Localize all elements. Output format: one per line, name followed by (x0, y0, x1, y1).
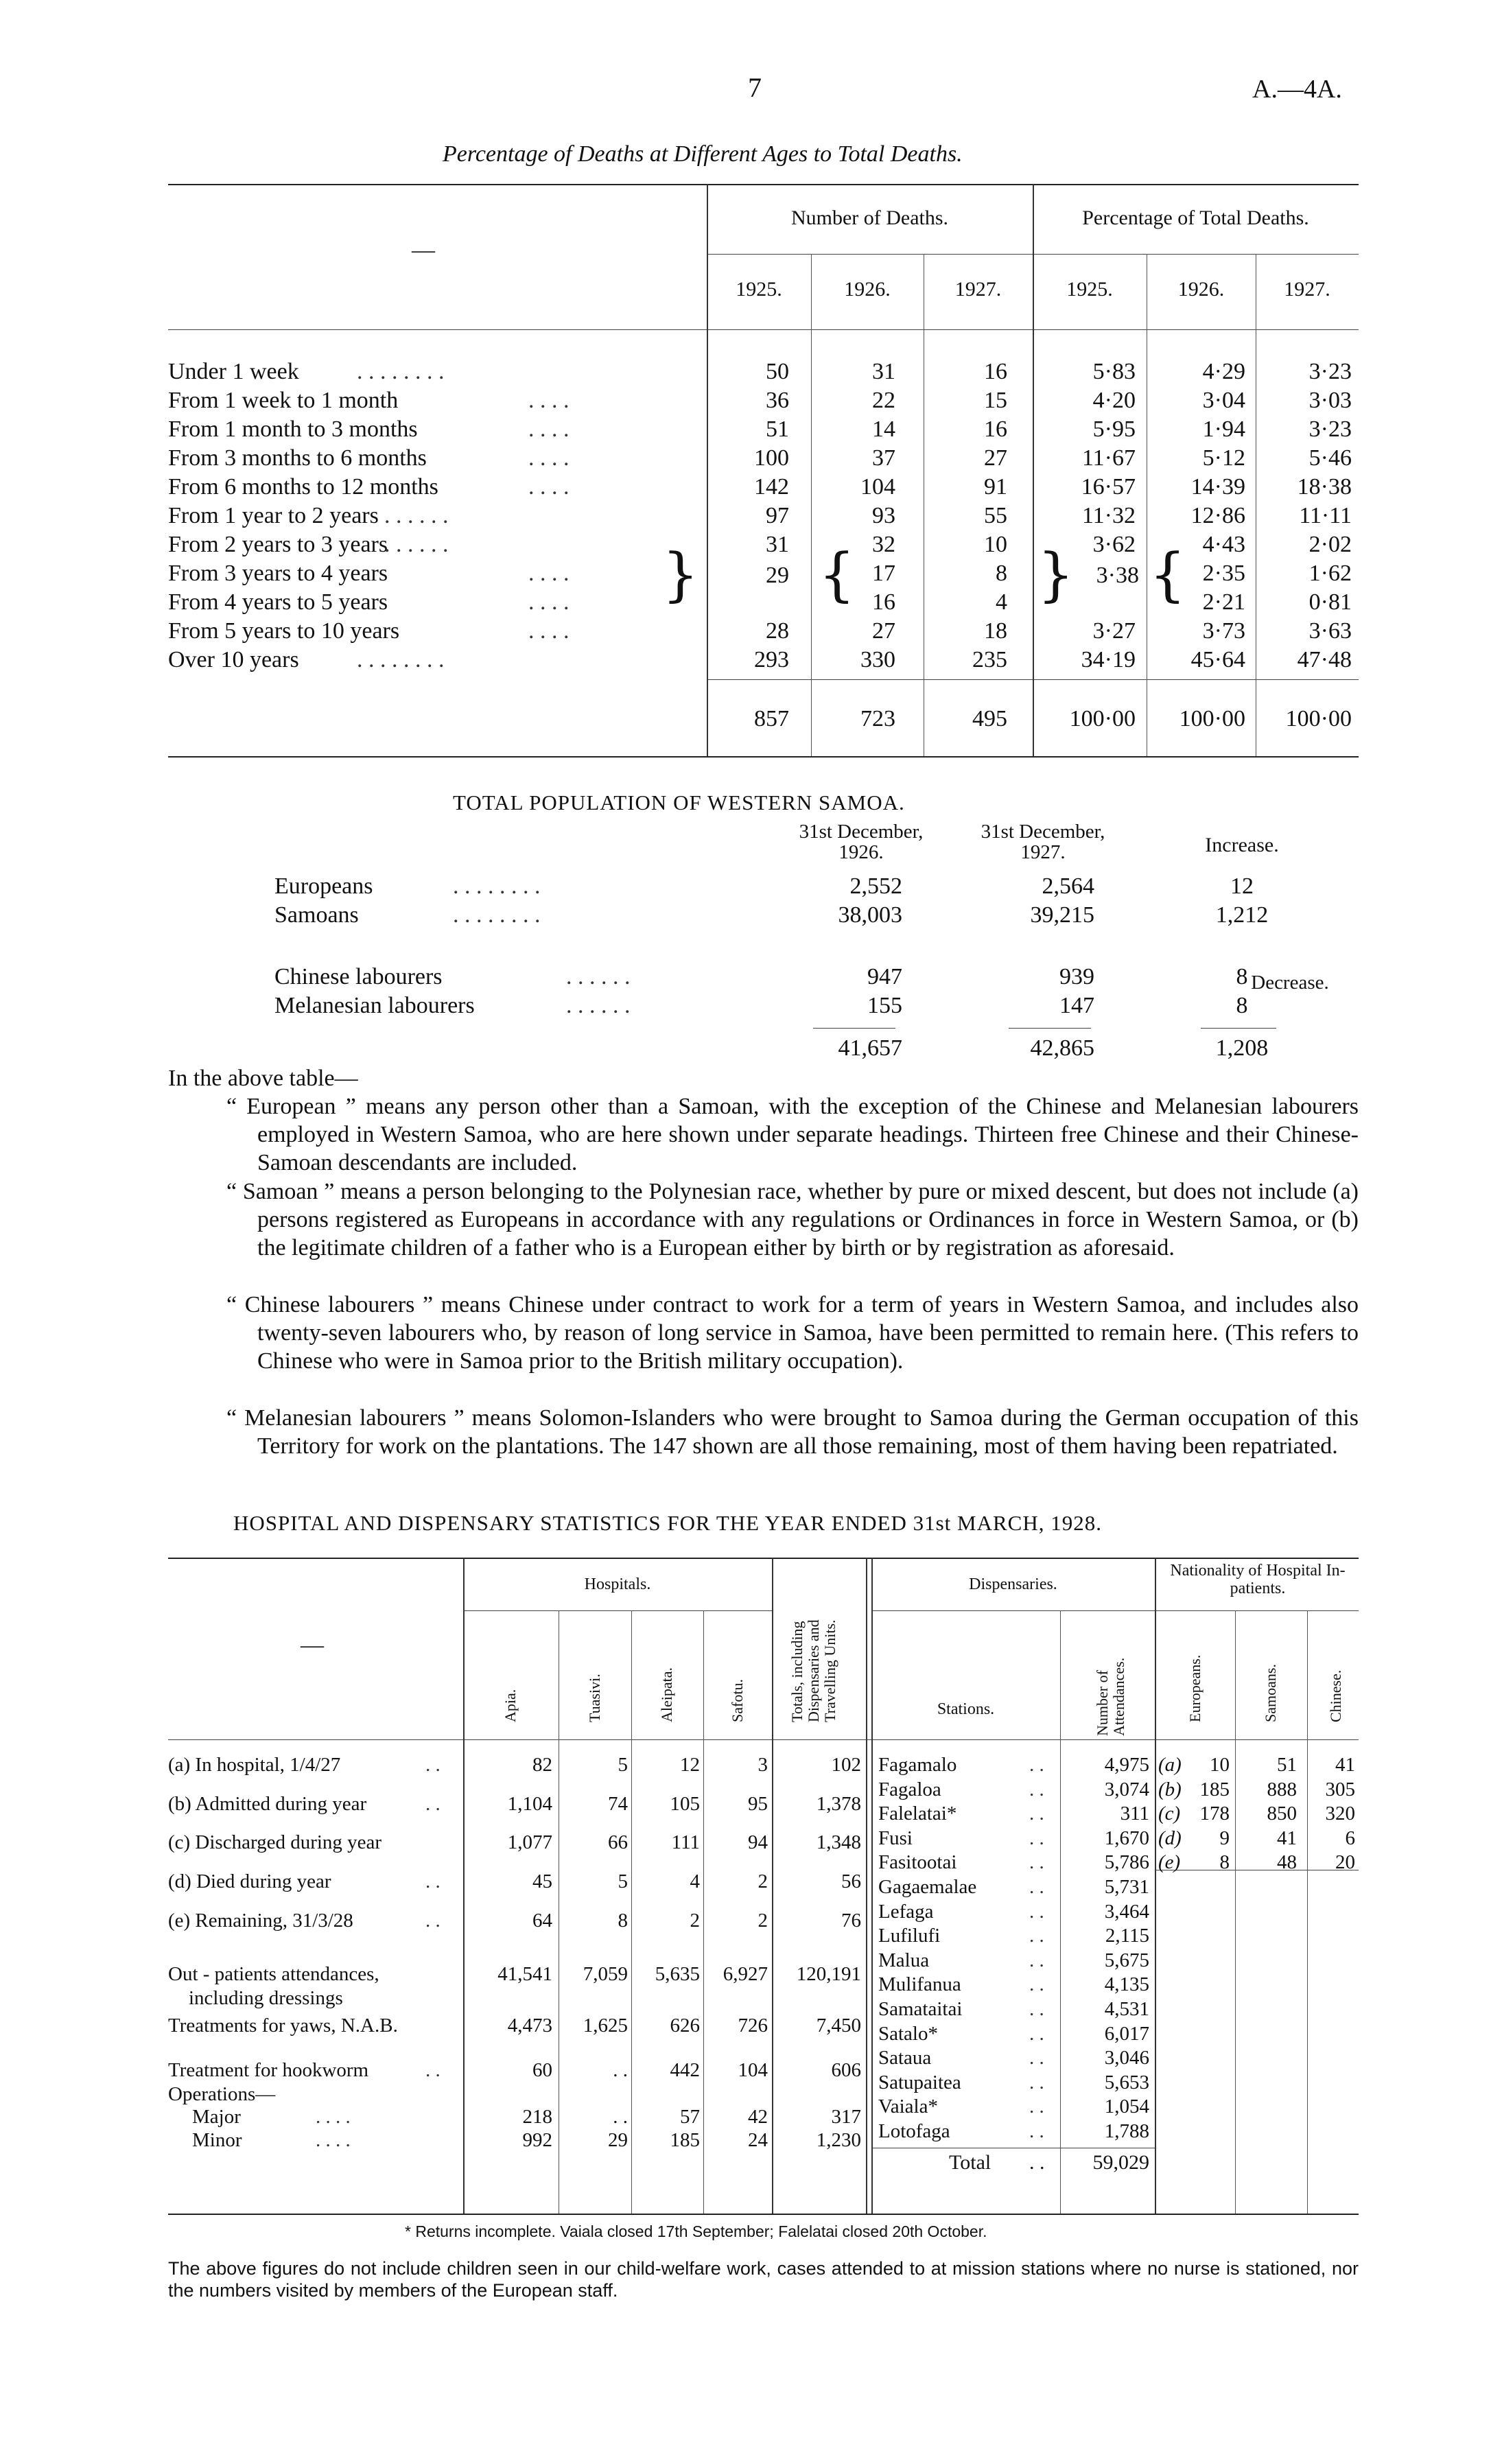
hospital-cell: 41,541 (497, 1963, 552, 1985)
station-attendances: 5,786 (1104, 1851, 1149, 1873)
hospital-row-label: including dressings (189, 1987, 343, 2009)
station-name: Fasitootai (878, 1851, 957, 1873)
cell-value: 3·27 (1092, 618, 1136, 644)
dot-leader: . . (1029, 1973, 1044, 1995)
dot-leader: . . . . (528, 561, 570, 586)
cell-value: 14 (872, 416, 895, 442)
col-apia: Apia. (502, 1689, 519, 1722)
dot-leader: . . (1029, 1998, 1044, 2020)
hospital-cell: 29 (608, 2129, 628, 2151)
hospital-cell: 1,378 (816, 1793, 861, 1815)
nationality-chinese: 305 (1325, 1779, 1355, 1800)
cell-value: 16 (984, 359, 1007, 384)
nationality-europeans: 10 (1210, 1754, 1230, 1776)
hospital-title: HOSPITAL AND DISPENSARY STATISTICS FOR THE YEAR ENDED 31st MARCH, 1928. (233, 1511, 1102, 1535)
col-samoans: Samoans. (1262, 1664, 1279, 1722)
cell-value: 45·64 (1190, 647, 1245, 672)
dot-leader: . . . . (316, 2106, 351, 2128)
station-attendances: 1,054 (1104, 2096, 1149, 2117)
population-total-increase: 1,208 (1215, 1035, 1269, 1061)
hospital-cell: 104 (738, 2059, 768, 2081)
col-tuasivi: Tuasivi. (586, 1674, 603, 1722)
age-group-label: Under 1 week (168, 359, 299, 384)
nationality-chinese: 20 (1335, 1851, 1355, 1873)
station-name: Mulifanua (878, 1973, 961, 1995)
station-name: Lefaga (878, 1901, 934, 1923)
age-group-label: From 6 months to 12 months (168, 474, 438, 500)
cell-value: 3·23 (1308, 359, 1352, 384)
cell-value: 16 (872, 589, 895, 615)
hospital-row-label: Treatments for yaws, N.A.B. (168, 2015, 398, 2037)
cell-value: 3·03 (1308, 388, 1352, 413)
cell-value: 22 (872, 388, 895, 413)
population-1927: 939 (1059, 964, 1094, 989)
station-attendances: 1,670 (1104, 1827, 1149, 1849)
population-label: Europeans (274, 873, 373, 899)
dot-leader: . . (1029, 1754, 1044, 1776)
year-header: 1927. (1284, 278, 1330, 301)
col-number-attendances: Number of Attendances. (1094, 1657, 1127, 1736)
year-header: 1926. (844, 278, 891, 301)
merged-1925-percentage: 3·38 (1096, 563, 1139, 588)
cell-value: 37 (872, 445, 895, 471)
total-pct-1926: 100·00 (1179, 706, 1245, 731)
hospital-cell: 45 (532, 1870, 552, 1892)
hospital-cell: 24 (748, 2129, 768, 2151)
dot-leader: . . (1029, 2120, 1044, 2142)
hospital-cell: 1,104 (507, 1793, 552, 1815)
nationality-samoans: 41 (1277, 1827, 1297, 1849)
station-name: Lufilufi (878, 1925, 941, 1947)
document-reference: A.—4A. (1252, 75, 1342, 104)
definition-melanesian-labourers: “ Melanesian labourers ” means Solomon-Islanders who were brought to Samoa during the German occupation of this Territory for work on the plantations. The 147 shown are all those remaining, most of them having been repatriated. (226, 1405, 1359, 1459)
population-1926: 2,552 (849, 873, 902, 899)
age-group-label: From 3 years to 4 years (168, 561, 388, 586)
cell-value: 11·32 (1081, 503, 1136, 528)
hospital-row-label: (c) Discharged during year (168, 1831, 382, 1853)
age-group-label: From 1 year to 2 years (168, 503, 379, 528)
cell-value: 31 (766, 532, 789, 557)
cell-value: 47·48 (1297, 647, 1352, 672)
hospital-cell: 2 (758, 1910, 768, 1932)
dot-leader: . . (1029, 1827, 1044, 1849)
nationality-key: (d) (1158, 1827, 1182, 1849)
dot-leader: . . (425, 1910, 441, 1932)
dot-leader: . . (1029, 1779, 1044, 1800)
cell-value: 50 (766, 359, 789, 384)
hospital-cell: 120,191 (796, 1963, 861, 1985)
hospital-row-label: (e) Remaining, 31/3/28 (168, 1910, 353, 1932)
station-attendances: 3,074 (1104, 1779, 1149, 1800)
nationality-europeans: 9 (1219, 1827, 1230, 1849)
total-pct-1927: 100·00 (1285, 706, 1352, 731)
station-attendances: 311 (1120, 1803, 1149, 1824)
year-header: 1927. (954, 278, 1002, 301)
col-chinese: Chinese. (1327, 1669, 1344, 1722)
stub-dash: — (412, 237, 435, 263)
population-1926: 947 (867, 964, 902, 989)
cell-value: 4·43 (1202, 532, 1245, 557)
population-1927: 39,215 (1030, 902, 1094, 928)
cell-value: 14·39 (1190, 474, 1245, 500)
cell-value: 3·62 (1092, 532, 1136, 557)
cell-value: 4 (996, 589, 1007, 615)
dot-leader: . . (1029, 1851, 1044, 1873)
age-group-label: From 4 years to 5 years (168, 589, 388, 615)
col-stations: Stations. (937, 1700, 995, 1718)
age-group-label: From 5 years to 10 years (168, 618, 400, 644)
station-name: Sataua (878, 2047, 932, 2069)
hospital-cell: 4,473 (507, 2015, 552, 2037)
col-dec-1927: 31st December, 1927. (981, 821, 1105, 863)
hospital-row-label: Major (192, 2106, 241, 2128)
cell-value: 28 (766, 618, 789, 644)
hospital-cell: 8 (618, 1910, 628, 1932)
age-group-label: From 2 years to 3 years (168, 532, 388, 557)
population-label: Melanesian labourers (274, 993, 475, 1018)
population-change: 8 (1236, 993, 1248, 1018)
hospital-cell: 102 (831, 1754, 861, 1776)
nationality-samoans: 51 (1277, 1754, 1297, 1776)
hospital-cell: . . (613, 2106, 628, 2128)
hospital-cell: 56 (841, 1870, 861, 1892)
station-name: Fusi (878, 1827, 913, 1849)
station-name: Fagaloa (878, 1779, 941, 1800)
dot-leader: . . (1029, 2072, 1044, 2093)
station-attendances: 6,017 (1104, 2023, 1149, 2045)
station-attendances: 5,731 (1104, 1876, 1149, 1898)
population-label: Chinese labourers (274, 964, 443, 989)
cell-value: 104 (860, 474, 895, 500)
cell-value: 31 (872, 359, 895, 384)
cell-value: 330 (860, 647, 895, 672)
population-total-1927: 42,865 (1030, 1035, 1094, 1061)
definition-european: “ European ” means any person other than a Samoan, with the exception of the Chinese and Melanesian labourers employed in Western Samoa, who are here shown under separate headings. Thirteen free Chinese and their Chinese-Samoan descendants are included. (226, 1094, 1359, 1175)
hospital-cell: 1,230 (816, 2129, 861, 2151)
station-attendances: 1,788 (1104, 2120, 1149, 2142)
hospital-row-label: Out - patients attendances, (168, 1963, 379, 1985)
dot-leader: . . . . . . . . (357, 647, 445, 672)
definition-samoan: “ Samoan ” means a person belonging to the Polynesian race, whether by pure or mixed descent, but does not include (a) persons registered as Europeans in accordance with any regulations or Ordinances in force in Western Samoa, or (b) the legitimate children of a father who is a European either by birth or by registration as aforesaid. (226, 1179, 1359, 1260)
cell-value: 5·46 (1308, 445, 1352, 471)
right-brace: } (1037, 541, 1075, 608)
age-group-label: From 1 month to 3 months (168, 416, 418, 442)
dot-leader: . . (1029, 1876, 1044, 1898)
hospital-cell: 185 (670, 2129, 700, 2151)
population-title: TOTAL POPULATION OF WESTERN SAMOA. (453, 790, 905, 814)
hospital-row-label: Treatment for hookworm (168, 2059, 369, 2081)
cell-value: 18·38 (1297, 474, 1352, 500)
hospital-cell: 1,077 (507, 1831, 552, 1853)
col-totals-including: Totals, including Dispensaries and Travelling Units. (788, 1619, 838, 1722)
hospital-cell: 7,059 (583, 1963, 628, 1985)
cell-value: 3·23 (1308, 416, 1352, 442)
station-name: Falelatai* (878, 1803, 957, 1824)
cell-value: 51 (766, 416, 789, 442)
station-name: Satalo* (878, 2023, 938, 2045)
deaths-table-title: Percentage of Deaths at Different Ages to Total Deaths. (443, 141, 963, 167)
population-1927: 147 (1059, 993, 1094, 1018)
cell-value: 12·86 (1190, 503, 1245, 528)
nationality-samoans: 888 (1267, 1779, 1297, 1800)
hospital-cell: 2 (690, 1910, 700, 1932)
dot-leader: . . . . . . (566, 964, 631, 989)
notes-intro: In the above table— (168, 1066, 358, 1091)
dot-leader: . . (1029, 1901, 1044, 1923)
hospital-cell: 6,927 (723, 1963, 768, 1985)
dot-leader: . . (1029, 1925, 1044, 1947)
cell-value: 4·29 (1202, 359, 1245, 384)
hospital-row-label: Operations— (168, 2083, 276, 2105)
hospital-cell: 5 (618, 1754, 628, 1776)
station-attendances: 4,975 (1104, 1754, 1149, 1776)
group-nationality: Nationality of Hospital In-patients. (1170, 1562, 1346, 1597)
total-deaths-1927: 495 (972, 706, 1007, 731)
year-header: 1926. (1177, 278, 1225, 301)
hospital-cell: 12 (680, 1754, 700, 1776)
dot-leader: . . (1029, 1949, 1044, 1971)
hospital-cell: 2 (758, 1870, 768, 1892)
nationality-europeans: 178 (1199, 1803, 1230, 1824)
cell-value: 93 (872, 503, 895, 528)
dot-leader: . . . . . . . . (453, 873, 541, 899)
station-attendances: 5,675 (1104, 1949, 1149, 1971)
population-change: 8 (1236, 964, 1248, 989)
page-number: 7 (748, 72, 762, 103)
cell-value: 11·67 (1081, 445, 1136, 471)
hospital-cell: 74 (608, 1793, 628, 1815)
cell-value: 1·62 (1308, 561, 1352, 586)
dot-leader: . . . . (528, 474, 570, 500)
group-number-of-deaths: Number of Deaths. (790, 207, 949, 229)
nationality-key: (e) (1158, 1851, 1181, 1873)
stations-total-value: 59,029 (1092, 2151, 1149, 2174)
cell-value: 91 (984, 474, 1007, 500)
population-1927: 2,564 (1042, 873, 1094, 899)
cell-value: 10 (984, 532, 1007, 557)
stations-total-label: Total (949, 2151, 991, 2174)
dot-leader: . . (425, 2059, 441, 2081)
station-attendances: 5,653 (1104, 2072, 1149, 2093)
cell-value: 3·04 (1202, 388, 1245, 413)
hospital-cell: 66 (608, 1831, 628, 1853)
dot-leader: . . (1029, 2096, 1044, 2117)
cell-value: 142 (754, 474, 789, 500)
station-name: Gagaemalae (878, 1876, 977, 1898)
total-deaths-1926: 723 (860, 706, 895, 731)
dot-leader: . . (425, 1754, 441, 1776)
station-name: Fagamalo (878, 1754, 957, 1776)
hospital-cell: 76 (841, 1910, 861, 1932)
dot-leader: . . . . . . (384, 532, 449, 557)
cell-value: 17 (872, 561, 895, 586)
left-brace: { (1149, 541, 1186, 608)
hospital-cell: 95 (748, 1793, 768, 1815)
merged-1925-deaths: 29 (766, 563, 789, 588)
station-name: Samataitai (878, 1998, 963, 2020)
dot-leader: . . . . . . . . (453, 902, 541, 928)
group-percentage-total-deaths: Percentage of Total Deaths. (1082, 207, 1309, 229)
cell-value: 5·95 (1092, 416, 1136, 442)
cell-value: 16·57 (1081, 474, 1136, 500)
hospital-cell: 4 (690, 1870, 700, 1892)
hospital-cell: 60 (532, 2059, 552, 2081)
hospital-cell: 42 (748, 2106, 768, 2128)
cell-value: 27 (872, 618, 895, 644)
nationality-samoans: 48 (1277, 1851, 1297, 1873)
dot-leader: . . . . (528, 416, 570, 442)
cell-value: 3·73 (1202, 618, 1245, 644)
cell-value: 36 (766, 388, 789, 413)
cell-value: 100 (754, 445, 789, 471)
cell-value: 16 (984, 416, 1007, 442)
hospital-cell: 218 (522, 2106, 552, 2128)
cell-value: 235 (972, 647, 1007, 672)
hospital-cell: 64 (532, 1910, 552, 1932)
dot-leader: . . . . (528, 618, 570, 644)
station-attendances: 4,135 (1104, 1973, 1149, 1995)
dot-leader: . . (1029, 1803, 1044, 1824)
hospital-cell: 606 (831, 2059, 861, 2081)
cell-value: 293 (754, 647, 789, 672)
station-name: Satupaitea (878, 2072, 961, 2093)
dot-leader: . . . . (528, 589, 570, 615)
hospital-cell: 726 (738, 2015, 768, 2037)
cell-value: 55 (984, 503, 1007, 528)
nationality-europeans: 185 (1199, 1779, 1230, 1800)
station-attendances: 2,115 (1105, 1925, 1149, 1947)
population-total-1926: 41,657 (838, 1035, 902, 1061)
nationality-key: (c) (1158, 1803, 1181, 1824)
age-group-label: From 3 months to 6 months (168, 445, 427, 471)
nationality-key: (a) (1158, 1754, 1182, 1776)
dot-leader: . . . . (528, 445, 570, 471)
footnote: * Returns incomplete. Vaiala closed 17th September; Falelatai closed 20th October. (405, 2222, 987, 2240)
hospital-cell: 57 (680, 2106, 700, 2128)
col-safotu: Safotu. (729, 1679, 746, 1722)
group-hospitals: Hospitals. (584, 1575, 651, 1593)
station-attendances: 3,464 (1104, 1901, 1149, 1923)
cell-value: 34·19 (1081, 647, 1136, 672)
hospital-cell: 626 (670, 2015, 700, 2037)
cell-value: 18 (984, 618, 1007, 644)
station-attendances: 3,046 (1104, 2047, 1149, 2069)
hospital-cell: 1,625 (583, 2015, 628, 2037)
hospital-cell: 317 (831, 2106, 861, 2128)
col-increase: Increase. (1205, 834, 1279, 856)
cell-value: 5·12 (1202, 445, 1245, 471)
dot-leader: . . (425, 1870, 441, 1892)
dot-leader: . . . . . . . . (357, 359, 445, 384)
hospital-cell: 94 (748, 1831, 768, 1853)
hospital-cell: 7,450 (816, 2015, 861, 2037)
left-brace: { (819, 541, 856, 608)
cell-value: 97 (766, 503, 789, 528)
nationality-chinese: 41 (1335, 1754, 1355, 1776)
station-name: Vaiala* (878, 2096, 938, 2117)
nationality-europeans: 8 (1219, 1851, 1230, 1873)
cell-value: 0·81 (1308, 589, 1352, 615)
dot-leader: . . . . (316, 2129, 351, 2151)
population-1926: 155 (867, 993, 902, 1018)
hospital-cell: 111 (671, 1831, 700, 1853)
hospital-cell: 5 (618, 1870, 628, 1892)
cell-value: 15 (984, 388, 1007, 413)
nationality-samoans: 850 (1267, 1803, 1297, 1824)
total-pct-1925: 100·00 (1069, 706, 1136, 731)
hospital-cell: 5,635 (655, 1963, 700, 1985)
station-name: Lotofaga (878, 2120, 950, 2142)
year-header: 1925. (1066, 278, 1113, 301)
population-label: Samoans (274, 902, 359, 928)
nationality-key: (b) (1158, 1779, 1182, 1800)
cell-value: 11·11 (1299, 503, 1352, 528)
dot-leader: . . (1029, 2023, 1044, 2045)
nationality-chinese: 320 (1325, 1803, 1355, 1824)
cell-value: 27 (984, 445, 1007, 471)
hospital-cell: . . (613, 2059, 628, 2081)
population-change: 1,212 (1215, 902, 1269, 928)
closing-note: The above figures do not include children seen in our child-welfare work, cases attended to at mission stations where no nurse is stationed, nor the numbers visited by members of the European staff. (168, 2258, 1359, 2301)
year-header: 1925. (736, 278, 782, 301)
right-brace: } (662, 541, 699, 608)
hospital-row-label: Minor (192, 2129, 242, 2151)
hospital-cell: 442 (670, 2059, 700, 2081)
col-dec-1926: 31st December, 1926. (799, 821, 924, 863)
stub-dash: — (301, 1632, 324, 1658)
hospital-cell: 992 (522, 2129, 552, 2151)
cell-value: 32 (872, 532, 895, 557)
dot-leader: . . . . . . (566, 993, 631, 1018)
cell-value: 8 (996, 561, 1007, 586)
station-attendances: 4,531 (1104, 1998, 1149, 2020)
total-deaths-1925: 857 (754, 706, 789, 731)
col-decrease: Decrease. (1251, 972, 1329, 994)
hospital-cell: 1,348 (816, 1831, 861, 1853)
group-dispensaries: Dispensaries. (969, 1575, 1057, 1593)
definition-chinese-labourers: “ Chinese labourers ” means Chinese under contract to work for a term of years in Western Samoa, and includes also twenty-seven labourers who, by reason of long service in Samoa, have been permitted to remain here. (This refers to Chinese who were in Samoa prior to the British military occupation). (226, 1292, 1359, 1374)
cell-value: 1·94 (1202, 416, 1245, 442)
hospital-row-label: (d) Died during year (168, 1870, 331, 1892)
nationality-chinese: 6 (1345, 1827, 1355, 1849)
cell-value: 3·63 (1308, 618, 1352, 644)
cell-value: 4·20 (1092, 388, 1136, 413)
population-1926: 38,003 (838, 902, 902, 928)
age-group-label: Over 10 years (168, 647, 299, 672)
dot-leader: . . (425, 1793, 441, 1815)
col-aleipata: Aleipata. (658, 1667, 675, 1722)
population-change: 12 (1230, 873, 1254, 899)
cell-value: 2·21 (1202, 589, 1245, 615)
station-name: Malua (878, 1949, 930, 1971)
dot-leader: . . . . . . (384, 503, 449, 528)
hospital-row-label: (b) Admitted during year (168, 1793, 367, 1815)
cell-value: 5·83 (1092, 359, 1136, 384)
age-group-label: From 1 week to 1 month (168, 388, 399, 413)
dot-leader: . . (1029, 2047, 1044, 2069)
cell-value: 2·35 (1202, 561, 1245, 586)
hospital-cell: 3 (758, 1754, 768, 1776)
hospital-cell: 105 (670, 1793, 700, 1815)
cell-value: 2·02 (1308, 532, 1352, 557)
dots: . . (1029, 2151, 1045, 2174)
hospital-row-label: (a) In hospital, 1/4/27 (168, 1754, 341, 1776)
hospital-cell: 82 (532, 1754, 552, 1776)
col-europeans: Europeans. (1186, 1654, 1204, 1722)
dot-leader: . . . . (528, 388, 570, 413)
